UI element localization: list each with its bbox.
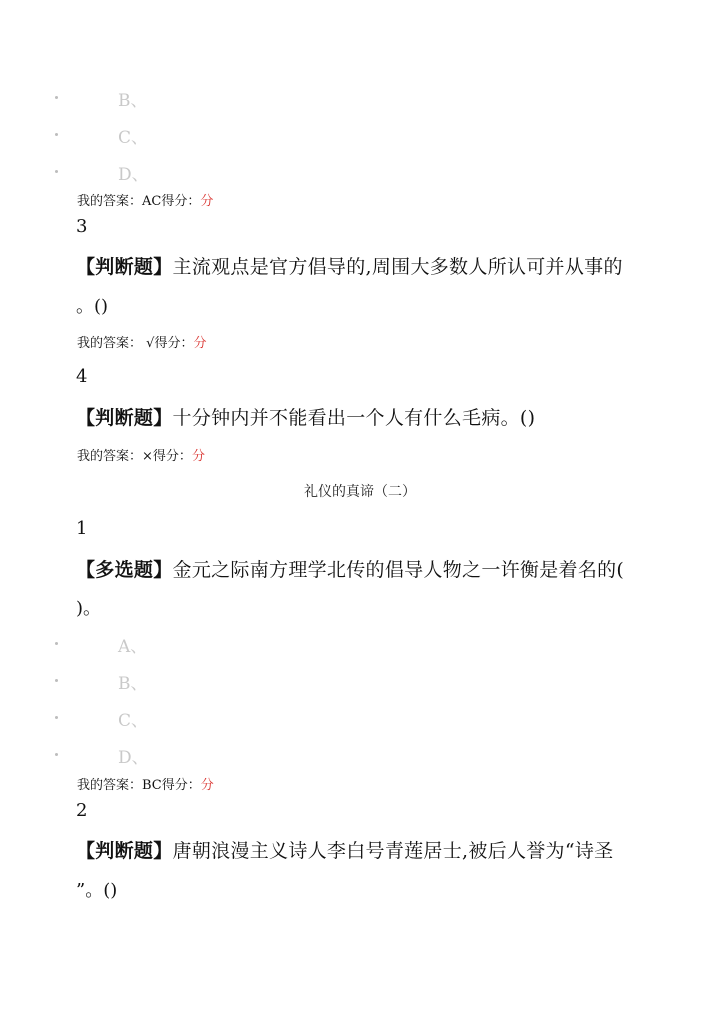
option-label: C、 — [118, 128, 149, 148]
answer-value: AC — [142, 194, 162, 209]
answer-value: × — [142, 449, 153, 464]
option-label: A、 — [118, 637, 148, 657]
answer-value: √ — [142, 336, 155, 351]
question-text — [76, 252, 623, 279]
option-label: C、 — [118, 711, 149, 731]
question-number: 2 — [76, 800, 88, 821]
option-item[interactable] — [0, 86, 720, 110]
option-label: D、 — [118, 165, 149, 185]
answer-prefix: 我的答案： — [77, 778, 143, 793]
answer-line — [77, 190, 213, 209]
option-label: D、 — [118, 748, 149, 768]
answer-prefix: 我的答案： — [77, 336, 143, 351]
option-label: B、 — [118, 91, 148, 111]
score-value: 分 — [193, 336, 207, 351]
score-value: 分 — [200, 194, 214, 209]
score-label: 得分： — [152, 449, 192, 464]
question-text — [76, 403, 535, 430]
score-label: 得分： — [154, 336, 194, 351]
question-text — [76, 555, 624, 582]
score-label: 得分： — [161, 194, 201, 209]
question-body: 唐朝浪漫主义诗人李白号青莲居士,被后人誉为“诗圣 — [172, 840, 614, 862]
option-item[interactable] — [0, 706, 720, 730]
question-body: 十分钟内并不能看出一个人有什么毛病。() — [172, 407, 536, 429]
question-type: 【判断题】 — [76, 256, 173, 278]
score-value: 分 — [191, 449, 205, 464]
option-item[interactable] — [0, 123, 720, 147]
option-item[interactable] — [0, 743, 720, 767]
answer-prefix: 我的答案： — [77, 449, 143, 464]
question-number: 1 — [76, 518, 88, 539]
question-number: 4 — [76, 366, 88, 387]
section-title: 礼仪的真谛（二） — [304, 484, 416, 500]
option-item[interactable] — [0, 160, 720, 184]
question-body: 主流观点是官方倡导的,周围大多数人所认可并从事的 — [172, 256, 623, 278]
bullet-icon — [55, 133, 58, 136]
answer-line — [77, 332, 206, 351]
score-label: 得分： — [161, 778, 201, 793]
question-type: 【判断题】 — [76, 407, 173, 429]
answer-value: BC — [142, 778, 162, 793]
question-number: 3 — [76, 216, 88, 237]
option-item[interactable] — [0, 669, 720, 693]
question-text-continued: 。() — [76, 296, 109, 317]
question-type: 【判断题】 — [76, 840, 173, 862]
score-value: 分 — [200, 778, 214, 793]
question-type: 【多选题】 — [76, 559, 173, 581]
question-text-continued: ”。() — [76, 880, 118, 901]
option-item[interactable] — [0, 632, 720, 656]
bullet-icon — [55, 716, 58, 719]
question-text — [76, 836, 613, 863]
bullet-icon — [55, 96, 58, 99]
answer-line — [77, 445, 205, 464]
question-body: 金元之际南方理学北传的倡导人物之一许衡是着名的( — [172, 559, 625, 581]
bullet-icon — [55, 170, 58, 173]
bullet-icon — [55, 642, 58, 645]
bullet-icon — [55, 753, 58, 756]
option-label: B、 — [118, 674, 148, 694]
answer-line — [77, 774, 214, 793]
question-text-continued: )。 — [76, 598, 102, 619]
answer-prefix: 我的答案： — [77, 194, 143, 209]
bullet-icon — [55, 679, 58, 682]
